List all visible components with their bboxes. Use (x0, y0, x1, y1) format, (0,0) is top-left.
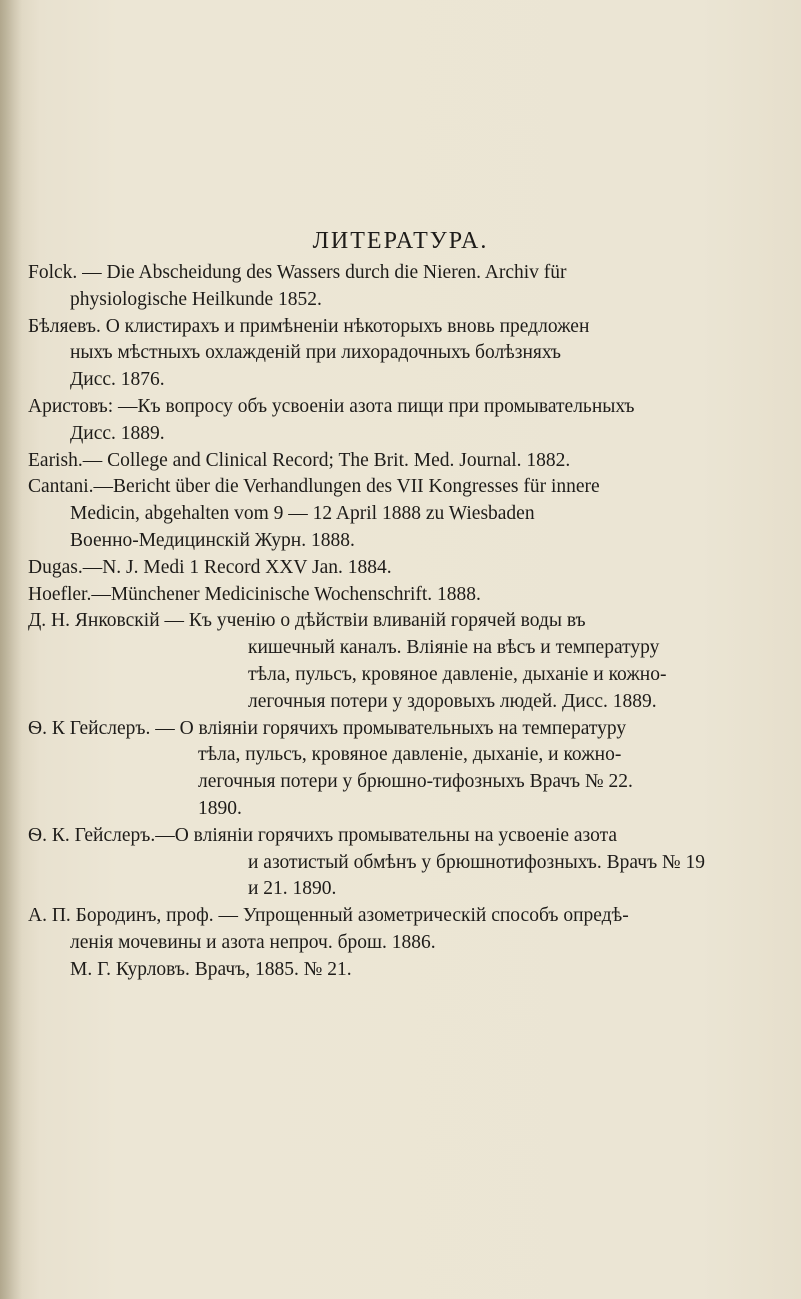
reference-first-line: Cantani.—Bericht über die Verhandlungen des VII Kongresses für innere (28, 476, 600, 498)
reference-first-line: А. П. Бородинъ, проф. — Упрощенный азометрическій способъ опредѣ- (28, 905, 629, 927)
reference-continuation-line: кишечный каналъ. Вліяніе на вѣсъ и температуру (248, 637, 660, 659)
reference-continuation-line: и азотистый обмѣнъ у брюшнотифозныхъ. Врачъ № 19 (248, 851, 706, 873)
reference-first-line: Аристовъ: —Къ вопросу объ усвоеніи азота пищи при промывательныхъ (28, 395, 635, 417)
reference-list (28, 260, 790, 984)
reference-continuation-line: ныхъ мѣстныхъ охлажденій при лихорадочныхъ болѣзняхъ (70, 342, 561, 364)
reference-first-line: Earish.— College and Clinical Record; The Brit. Med. Journal. 1882. (28, 449, 571, 471)
reference-entry (28, 608, 790, 715)
reference-continuation-line: 1890. (198, 797, 242, 819)
reference-first-line: Бѣляевъ. О клистирахъ и примѣненіи нѣкоторыхъ вновь предложен (28, 315, 590, 337)
reference-entry (28, 903, 790, 957)
reference-continuation-line: Medicin, abgehalten vom 9 — 12 April 1888 zu Wiesbaden (70, 503, 535, 525)
reference-first-line: М. Г. Курловъ. Врачъ, 1885. № 21. (70, 958, 352, 980)
reference-first-line: Д. Н. Янковскій — Къ ученію о дѣйствіи вливаній горячей воды въ (28, 610, 586, 632)
reference-first-line: Ѳ. К. Гейслеръ.—О вліяніи горячихъ промывательны на усвоеніе азота (28, 824, 618, 846)
reference-entry (28, 823, 790, 903)
reference-continuation-line: ленія мочевины и азота непроч. брош. 1886. (70, 931, 436, 953)
reference-entry (28, 474, 790, 554)
reference-entry (28, 394, 790, 448)
reference-entry (28, 555, 790, 582)
page-binding-shadow (0, 0, 22, 1299)
reference-entry (28, 582, 790, 609)
reference-first-line: Dugas.—N. J. Medi 1 Record XXV Jan. 1884. (28, 556, 392, 578)
reference-continuation-line: Военно-Медицинскій Журн. 1888. (70, 529, 355, 551)
reference-entry (28, 260, 790, 314)
reference-entry (28, 716, 790, 823)
reference-continuation-line: тѣла, пульсъ, кровяное давленіе, дыханіе и кожно- (248, 663, 667, 685)
reference-entry (28, 957, 790, 984)
reference-continuation-line: легочныя потери у брюшно-тифозныхъ Врачъ № 22. (198, 771, 633, 793)
reference-first-line: Hoefler.—Münchener Medicinische Wochenschrift. 1888. (28, 583, 481, 605)
page-title: ЛИТЕРАТУРА. (312, 228, 489, 254)
reference-entry (28, 448, 790, 475)
reference-entry (28, 314, 790, 394)
reference-continuation-line: тѣла, пульсъ, кровяное давленіе, дыханіе, и кожно- (198, 744, 622, 766)
reference-continuation-line: Дисс. 1889. (70, 422, 165, 444)
reference-continuation-line: и 21. 1890. (248, 878, 337, 900)
reference-first-line: Ѳ. К Гейслеръ. — О вліяніи горячихъ промывательныхъ на температуру (28, 717, 627, 739)
reference-continuation-line: легочныя потери у здоровыхъ людей. Дисс. 1889. (248, 690, 657, 712)
reference-continuation-line: Дисс. 1876. (70, 369, 165, 391)
reference-first-line: Folck. — Die Abscheidung des Wassers durch die Nieren. Archiv für (28, 262, 567, 283)
reference-continuation-line: physiologische Heilkunde 1852. (70, 288, 322, 310)
